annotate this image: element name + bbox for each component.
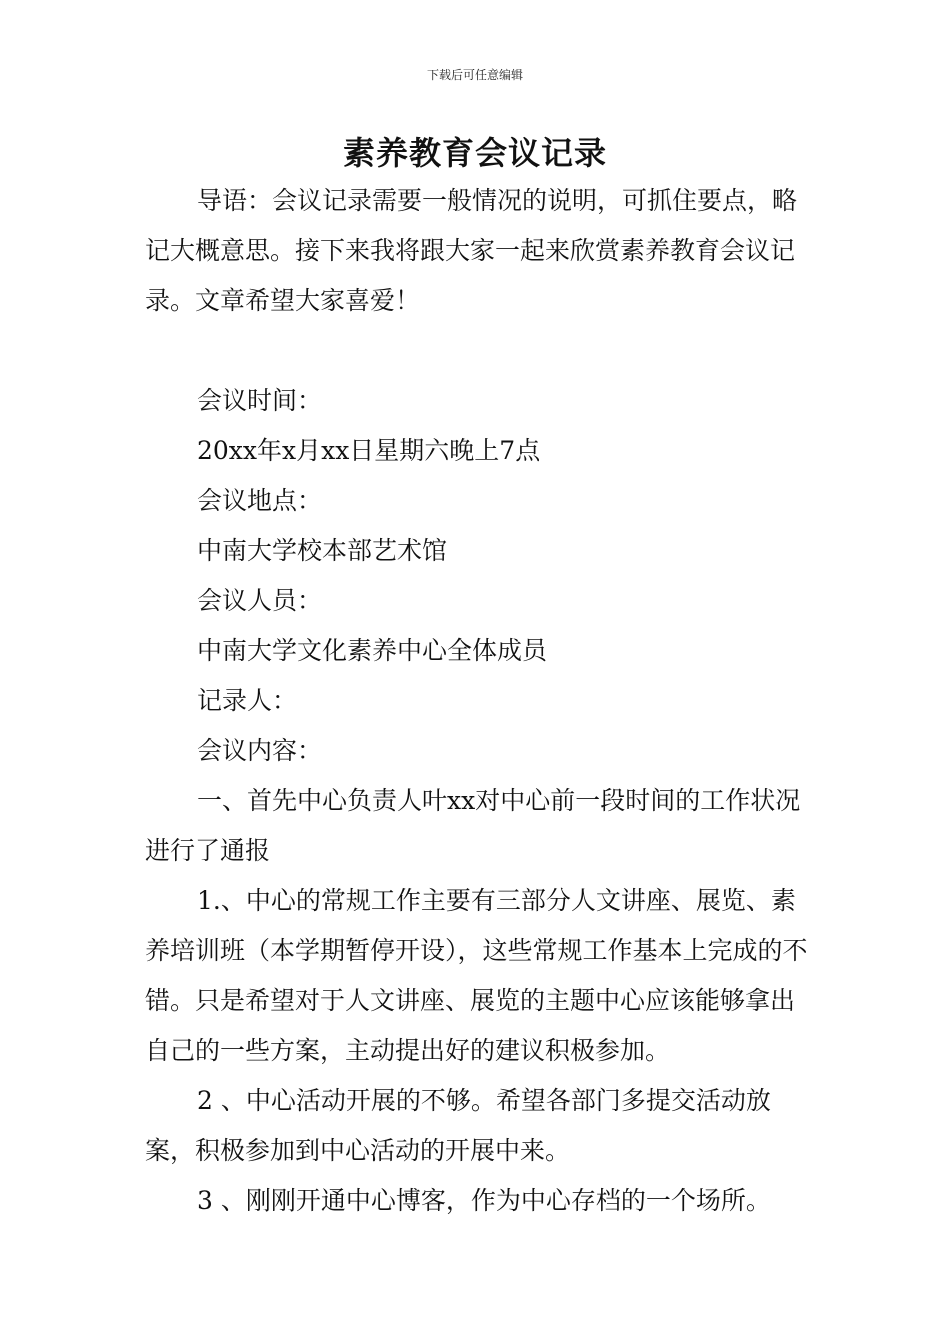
meeting-place-label: 会议地点： [197, 486, 323, 515]
document-title: 素养教育会议记录 [342, 134, 607, 172]
attendees-value: 中南大学文化素养中心全体成员 [197, 636, 548, 665]
item-1-paragraph: 1.、中心的常规工作主要有三部分人文讲座、展览、素养培训班（本学期暂停开设），这些常规工作基本上完成的不错。只是希望对于人文讲座、展览的主题中心应该能够拿出自己的一些方案，主动提出好的建议积极参加。 [145, 886, 808, 1065]
attendees-label: 会议人员： [197, 586, 323, 615]
recorder-label: 记录人： [197, 686, 298, 715]
paragraph-spacer [145, 326, 810, 376]
content-label: 会议内容： [197, 736, 323, 765]
meeting-time-value: 20xx年x月xx日星期六晚上7点 [197, 436, 541, 465]
item-3-paragraph: 3 、刚刚开通中心博客，作为中心存档的一个场所。 [197, 1186, 771, 1215]
item-2-paragraph: 2 、中心活动开展的不够。希望各部门多提交活动放案，积极参加到中心活动的开展中来。 [145, 1086, 771, 1165]
page-header: 下载后可任意编辑 [426, 68, 523, 82]
intro-paragraph: 导语：会议记录需要一般情况的说明，可抓住要点，略记大概意思。接下来我将跟大家一起来欣赏素养教育会议记录。文章希望大家喜爱！ [145, 186, 798, 315]
item-intro-paragraph: 一、首先中心负责人叶xx对中心前一段时间的工作状况进行了通报 [145, 786, 801, 865]
meeting-time-label: 会议时间： [197, 386, 323, 415]
meeting-place-value: 中南大学校本部艺术馆 [197, 536, 448, 565]
document-body [145, 176, 810, 1226]
